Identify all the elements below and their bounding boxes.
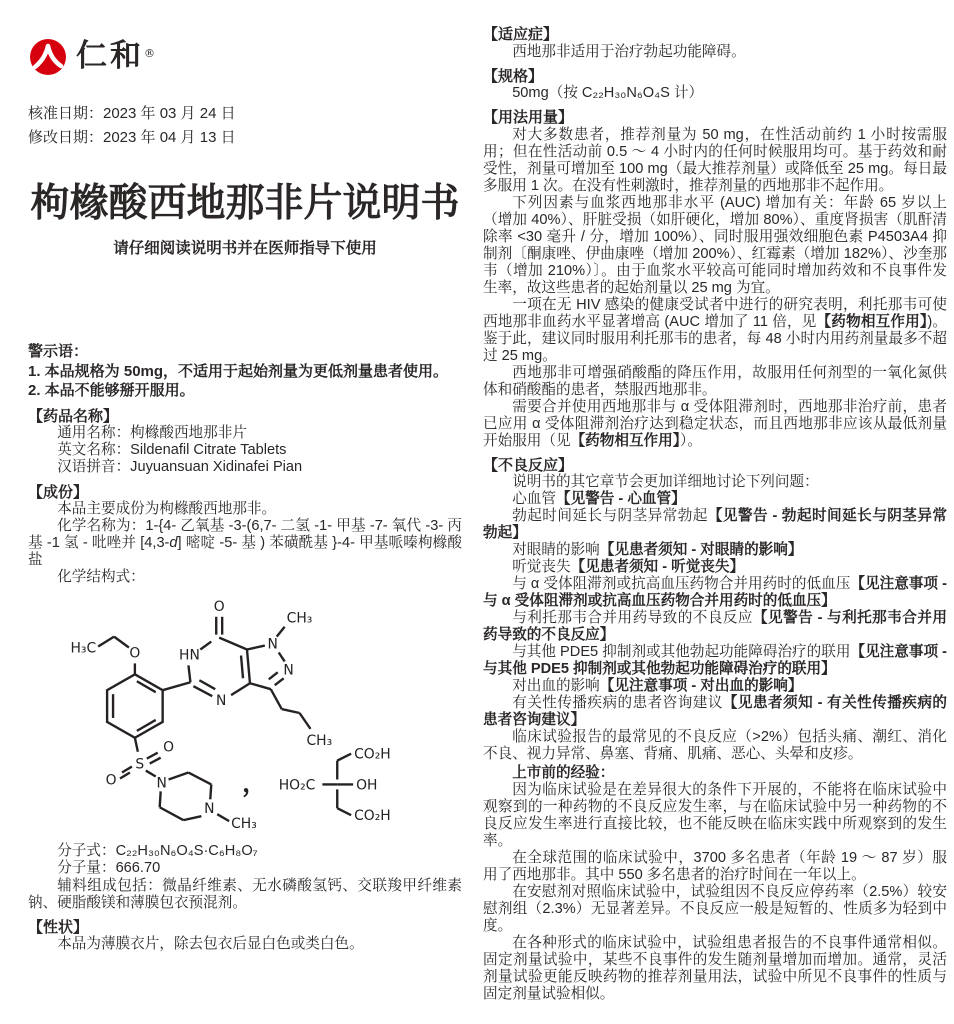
warning-item: 2. 本品不能够掰开服用。 [28,382,195,399]
atom-label: O [163,739,175,756]
section-adverse-reactions: 【不良反应】 [483,456,574,474]
atom-label: HN [179,647,200,664]
molecular-formula: 分子式：C₂₂H₃₀N₆O₄S·C₆H₈O₇ [57,843,258,860]
right-column [483,26,947,1003]
ethoxy-group [71,637,141,675]
adverse-intro: 说明书的其它章节会更加详细地讨论下列问题： [512,474,819,490]
page-subtitle: 请仔细阅读说明书并在医师指导下使用 [113,240,377,257]
section-strength: 【规格】 [483,67,544,85]
excipients: 辅料组成包括：微晶纤维素、无水磷酸氢钙、交联羧甲纤维素钠、硬脂酸镁和薄膜包衣预混剂。 [28,877,462,911]
premarket-paragraph: 因为临床试验是在差异很大的条件下开展的，不能将在临床试验中观察到的一种药物的不良反应发生率，与在临床试验中另一种药物的不良反应发生率进行直接比较，也不能反映在临床实践中所观察到的发生率。 [483,782,947,849]
dosage-paragraph: 西地那非可增强硝酸酯的降压作用，故服用任何剂型的一氧化氮供体和硝酸酯的患者，禁服西地那非。 [483,364,947,398]
atom-label: N [215,693,227,710]
adverse-item: 心血管【见警告 - 心血管】 [512,491,686,507]
brand-logo [28,36,462,86]
molecular-weight: 分子量：666.70 [57,860,161,877]
adverse-item: 对出血的影响【见注意事项 - 对出血的影响】 [512,678,803,694]
atom-label: OH [356,777,378,794]
premarket-paragraph: 在全球范围的临床试验中，3700 多名患者（年龄 19 ～ 87 岁）服用了西地那非。其中 550 多名患者的治疗时间在一年以上。 [483,850,947,883]
warning-block [28,342,462,401]
adverse-item: 对眼睛的影响【见患者须知 - 对眼睛的影响】 [512,542,803,558]
atom-label: CH₃ [231,816,257,833]
strength-text: 50mg（按 C₂₂H₃₀N₆O₄S 计） [512,85,704,101]
section-composition: 【成份】 [28,483,89,501]
pyrazole-ring [247,611,312,689]
adverse-item: 与其他 PDE5 抑制剂或其他勃起功能障碍治疗的联用【见注意事项 - 与其他 PDE5 抑制剂或其他勃起功能障碍治疗的联用】 [483,644,947,677]
adverse-item: 勃起时间延长与阴茎异常勃起【见警告 - 勃起时间延长与阴茎异常勃起】 [483,508,947,541]
dosage-paragraph: 需要合并使用西地那非与 α 受体阻滞剂时，西地那非治疗前，患者已应用 α 受体阻滞剂治疗达到稳定状态，而且西地那非应该从最低剂量开始服用（见【药物相互作用】）。 [483,398,947,449]
generic-name: 通用名称：枸橼酸西地那非片 [57,425,247,441]
premarket-subhead: 上市前的经验： [512,765,615,781]
section-indications: 【适应症】 [483,26,559,43]
properties-text: 本品为薄膜衣片，除去包衣后显白色或类白色。 [57,936,364,953]
premarket-paragraph: 在安慰剂对照临床试验中，试验组因不良反应停药率（2.5%）较安慰剂组（2.3%）无显著差异。不良反应一般是短暂的、性质多为轻到中度。 [483,884,947,934]
propyl-chain [271,689,332,749]
chemical-structure [40,590,462,843]
warning-label: 警示语： [28,343,89,360]
atom-label: O [129,645,141,662]
atom-label: CH₃ [306,732,333,749]
left-column [28,36,462,953]
citrate-group [279,747,391,825]
revision-date: 修改日期：2023 年 04 月 13 日 [28,129,236,146]
composition-intro: 本品主要成份为枸橼酸西地那非。 [57,501,277,518]
section-properties: 【性状】 [28,918,89,936]
dosage-paragraph: 下列因素与血浆西地那非水平 (AUC) 增加有关：年龄 65 岁以上（增加 40%）、肝脏受损（如肝硬化，增加 80%）、重度肾损害（肌酐清除率 <30 毫升 / 分，增加 100%）、同时服用强效细胞色素 P4503A4 抑制剂〔酮康唑、伊曲康唑（增加 200%）、红霉素（增加 182%）、沙奎那韦（增加 210%）〕。由于血浆水平较高可能同时增加药效和不良事件发生率，故这些患者的起始剂量以 25 mg 为宜。 [483,194,947,296]
atom-label: H₃C [70,640,97,657]
premarket-paragraph: 在各种形式的临床试验中，试验组患者报告的不良事件通常相似。固定剂量试验中，某些不良事件的发生随剂量增加而增加。通常，灵活剂量试验更能反映药物的推荐剂量用法，试验中所见不良事件的性质与固定剂量试验相似。 [483,935,947,1002]
atom-label: N [283,662,294,679]
english-name: 英文名称：Sildenafil Citrate Tablets [57,442,287,459]
adverse-item: 听觉丧失【见患者须知 - 听觉丧失】 [512,559,745,575]
atom-label: O [213,598,225,615]
adverse-item: 与 α 受体阻滞剂或抗高血压药物合并用药时的低血压【见注意事项 - 与 α 受体阻滞剂或抗高血压药物合并用药时的低血压】 [483,576,947,609]
renhe-logo-icon [28,36,70,78]
brand-name: 仁和® [76,38,158,74]
atom-label: HO₂C [278,777,316,794]
dosage-paragraph: 一项在无 HIV 感染的健康受试者中进行的研究表明，利托那韦可使西地那非血药水平显著增高 (AUC 增加了 11 倍，见【药物相互作用】)。鉴于此，建议同时服用利托那韦的患者，每 48 小时内用药剂量最多不超过 25 mg。 [483,296,948,364]
structure-label: 化学结构式： [57,569,145,586]
atom-label: N [204,801,215,818]
pyrimidinone-ring [163,599,250,709]
atom-label: CO₂H [354,746,391,763]
atom-label: CH₃ [286,610,313,627]
chemical-name: 化学名称为：1-{4- 乙氧基 -3-(6,7- 二氢 -1- 甲基 -7- 氧代 -3- 丙基 -1 氢 - 吡唑并 [4,3-d] 嘧啶 -5- 基 ) 苯磺酰基 }-4- 甲基哌嗪枸橼酸盐 [28,518,462,569]
atom-label: S [135,756,145,773]
adverse-item: 与利托那韦合并用药导致的不良反应【见警告 - 与利托那韦合并用药导致的不良反应】 [483,610,947,643]
benzene-ring [107,674,163,737]
warning-item: 1. 本品规格为 50mg，不适用于起始剂量为更低剂量患者使用。 [28,362,449,380]
pinyin-name: 汉语拼音：Juyuansuan Xidinafei Pian [57,459,303,476]
adverse-common-reactions: 临床试验报告的最常见的不良反应（>2%）包括头痛、潮红、消化不良、视力异常、鼻塞、背痛、肌痛、恶心、头晕和皮疹。 [483,729,947,762]
atom-label: CO₂H [354,808,391,825]
approval-date: 核准日期：2023 年 03 月 24 日 [28,105,236,122]
page-title: 枸橼酸西地那非片说明书 [30,182,460,225]
dosage-paragraph: 对大多数患者，推荐剂量为 50 mg，在性活动前约 1 小时按需服用；但在性活动前 0.5 ～ 4 小时内的任何时候服用均可。基于药效和耐受性，剂量可增加至 100 mg（最大推荐剂量）或降低至 25 mg。每日最多服用 1 次。在没有性刺激时，推荐剂量的西地那非不起作用。 [483,126,947,194]
section-dosage: 【用法用量】 [483,109,574,126]
date-block [28,102,462,150]
adverse-item: 有关性传播疾病的患者咨询建议【见患者须知 - 有关性传播疾病的患者咨询建议】 [483,695,947,728]
registered-mark: ® [144,47,158,60]
separator-comma: ， [242,768,268,799]
indications-text: 西地那非适用于治疗勃起功能障碍。 [512,43,746,60]
atom-label: N [156,775,167,792]
atom-label: N [267,636,278,653]
atom-label: O [105,772,117,789]
section-drug-name: 【药品名称】 [28,407,119,425]
